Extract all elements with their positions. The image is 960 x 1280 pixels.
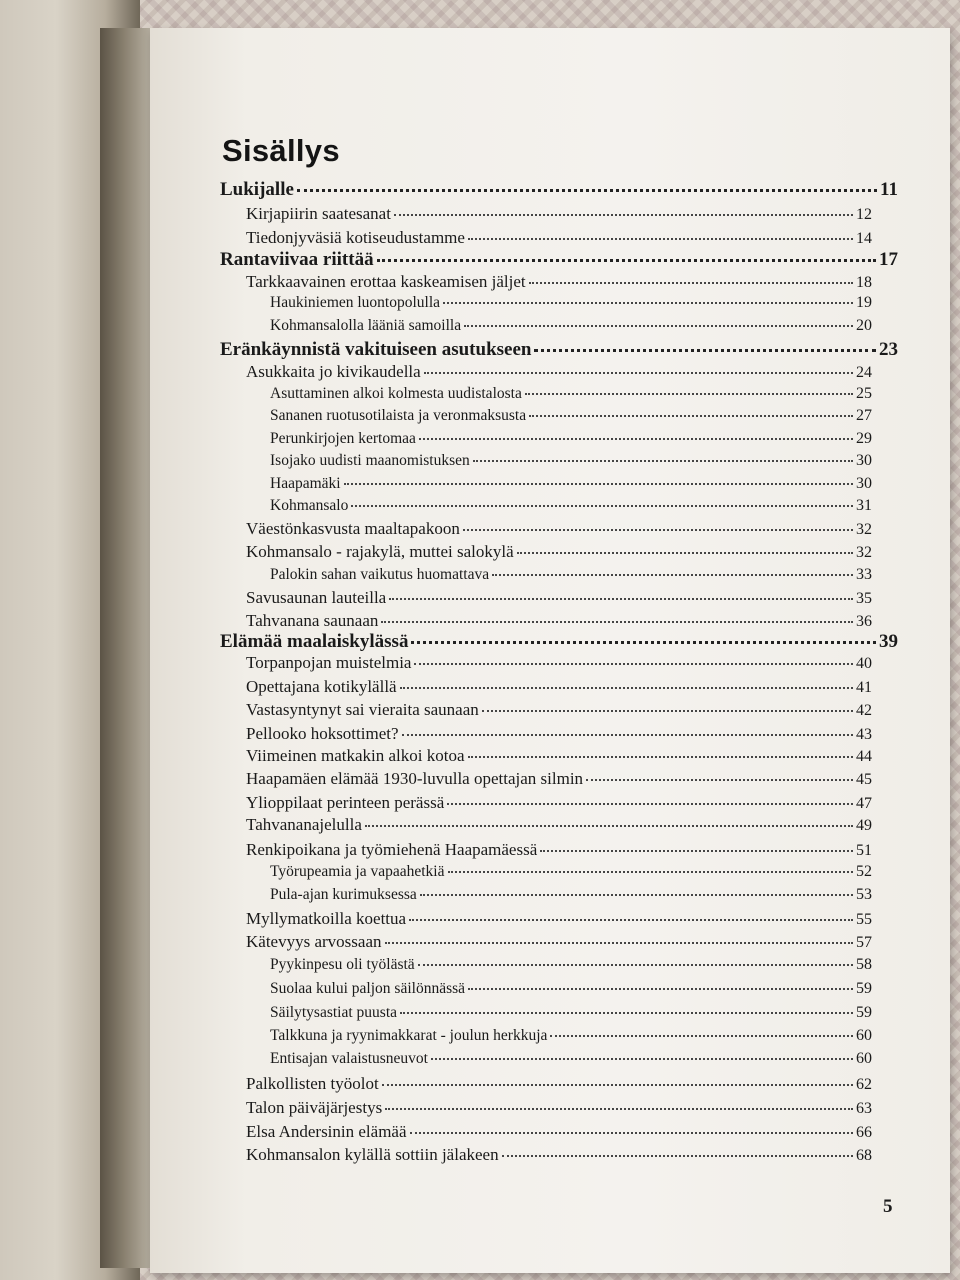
- toc-entry-title: Haapamäen elämää 1930-luvulla opettajan silmin: [246, 769, 584, 788]
- toc-entry-page: 42: [856, 702, 872, 719]
- dot-leader: [550, 1035, 853, 1037]
- toc-entry-title: Renkipoikana ja työmiehenä Haapamäessä: [246, 840, 538, 859]
- dot-leader: [482, 710, 853, 712]
- dot-leader: [464, 325, 853, 327]
- toc-entry-page: 63: [856, 1100, 872, 1117]
- toc-entry-page: 39: [879, 631, 898, 652]
- toc-entry-row: [220, 910, 872, 928]
- toc-entry-title: Elsa Andersinin elämää: [246, 1122, 407, 1141]
- toc-entry-row: [220, 1051, 872, 1067]
- toc-entry-page: 12: [856, 206, 872, 223]
- toc-entry-row: [220, 1075, 872, 1093]
- toc-entry-page: 47: [856, 795, 872, 812]
- toc-entry-title: Kohmansalo: [270, 497, 349, 514]
- dot-leader: [468, 756, 853, 758]
- toc-entry-title: Savusaunan lauteilla: [246, 588, 387, 607]
- page-number: 5: [883, 1196, 893, 1217]
- toc-entry-title: Entisajan valaistusneuvot: [270, 1050, 428, 1067]
- dot-leader: [463, 529, 853, 531]
- toc-entry-page: 27: [856, 407, 872, 424]
- dot-leader: [411, 641, 876, 644]
- toc-entry-title: Lukijalle: [220, 179, 294, 200]
- dot-leader: [517, 552, 853, 554]
- dot-leader: [297, 189, 877, 192]
- toc-entry-page: 24: [856, 364, 872, 381]
- toc-entry-row: [220, 1123, 872, 1141]
- toc-entry-page: 53: [856, 886, 872, 903]
- page-title: Sisällys: [222, 133, 340, 168]
- toc-entry-title: Pellooko hoksottimet?: [246, 724, 399, 743]
- dot-leader: [431, 1058, 853, 1060]
- dot-leader: [492, 574, 853, 576]
- toc-entry-row: [220, 476, 872, 492]
- toc-entry-page: 29: [856, 430, 872, 447]
- dot-leader: [525, 393, 853, 395]
- toc-entry-row: [220, 701, 872, 719]
- dot-leader: [394, 214, 853, 216]
- dot-leader: [419, 438, 853, 440]
- toc-section-row: [220, 632, 898, 651]
- toc-entry-page: 55: [856, 911, 872, 928]
- toc-entry-page: 57: [856, 934, 872, 951]
- toc-entry-page: 62: [856, 1076, 872, 1093]
- toc-entry-page: 59: [856, 1004, 872, 1021]
- toc-entry-page: 31: [856, 497, 872, 514]
- toc-entry-title: Isojako uudisti maanomistuksen: [270, 452, 470, 469]
- dot-leader: [389, 598, 853, 600]
- dot-leader: [534, 349, 876, 352]
- toc-entry-title: Tahvananajelulla: [246, 815, 362, 834]
- dot-leader: [402, 734, 853, 736]
- dot-leader: [351, 505, 853, 507]
- toc-entry-page: 30: [856, 475, 872, 492]
- toc-entry-page: 30: [856, 452, 872, 469]
- dot-leader: [424, 372, 853, 374]
- dot-leader: [365, 825, 853, 827]
- dot-leader: [443, 302, 853, 304]
- toc-entry-title: Työrupeamia ja vapaahetkiä: [270, 863, 445, 880]
- toc-entry-page: 43: [856, 726, 872, 743]
- toc-entry-row: [220, 543, 872, 561]
- toc-entry-title: Kohmansalolla lääniä samoilla: [270, 317, 462, 334]
- toc-entry-page: 19: [856, 294, 872, 311]
- toc-entry-title: Tarkkaavainen erottaa kaskeamisen jäljet: [246, 272, 526, 291]
- toc-entry-title: Perunkirjojen kertomaa: [270, 430, 416, 447]
- toc-entry-row: [220, 794, 872, 812]
- toc-entry-title: Torpanpojan muistelmia: [246, 653, 412, 672]
- toc-entry-title: Ylioppilaat perinteen perässä: [246, 793, 445, 812]
- dot-leader: [400, 1012, 853, 1014]
- toc-entry-row: [220, 229, 872, 247]
- toc-entry-title: Kirjapiirin saatesanat: [246, 204, 391, 223]
- toc-entry-page: 52: [856, 863, 872, 880]
- toc-entry-page: 68: [856, 1147, 872, 1164]
- dot-leader: [410, 1132, 853, 1134]
- toc-entry-row: [220, 933, 872, 951]
- dot-leader: [447, 803, 853, 805]
- toc-entry-page: 23: [879, 339, 898, 360]
- toc-entry-page: 58: [856, 956, 872, 973]
- toc-entry-row: [220, 747, 872, 765]
- toc-entry-page: 32: [856, 521, 872, 538]
- toc-entry-page: 45: [856, 771, 872, 788]
- dot-leader: [400, 687, 853, 689]
- toc-entry-title: Palokin sahan vaikutus huomattava: [270, 566, 490, 583]
- toc-entry-title: Pyykinpesu oli työlästä: [270, 956, 415, 973]
- toc-entry-page: 66: [856, 1124, 872, 1141]
- toc-entry-page: 11: [880, 179, 898, 200]
- toc-entry-row: [220, 453, 872, 469]
- toc-entry-row: [220, 612, 872, 630]
- toc-entry-page: 51: [856, 842, 872, 859]
- dot-leader: [586, 779, 853, 781]
- toc-entry-title: Opettajana kotikylällä: [246, 677, 397, 696]
- toc-entry-row: [220, 431, 872, 447]
- toc-entry-title: Viimeinen matkakin alkoi kotoa: [246, 746, 465, 765]
- toc-entry-page: 33: [856, 566, 872, 583]
- toc-entry-row: [220, 887, 872, 903]
- toc-entry-page: 59: [856, 980, 872, 997]
- toc-entry-title: Asukkaita jo kivikaudella: [246, 362, 421, 381]
- dot-leader: [468, 988, 853, 990]
- dot-leader: [344, 483, 853, 485]
- toc-entry-title: Tahvanana saunaan: [246, 611, 379, 630]
- toc-entry-row: [220, 816, 872, 834]
- toc-entry-title: Pula-ajan kurimuksessa: [270, 886, 417, 903]
- toc-entry-row: [220, 408, 872, 424]
- toc-entry-title: Sananen ruotusotilaista ja veronmaksusta: [270, 407, 527, 424]
- toc-entry-title: Palkollisten työolot: [246, 1074, 379, 1093]
- toc-entry-row: [220, 295, 872, 311]
- toc-entry-page: 14: [856, 230, 872, 247]
- toc-entry-page: 60: [856, 1027, 872, 1044]
- toc-entry-title: Eränkäynnistä vakituiseen asutukseen: [220, 339, 532, 360]
- toc-entry-row: [220, 520, 872, 538]
- toc-entry-row: [220, 498, 872, 514]
- dot-leader: [448, 871, 854, 873]
- toc-entry-row: [220, 1005, 872, 1021]
- toc-entry-page: 25: [856, 385, 872, 402]
- toc-entry-row: [220, 205, 872, 223]
- toc-entry-row: [220, 957, 872, 973]
- dot-leader: [377, 259, 876, 262]
- toc-entry-row: [220, 386, 872, 402]
- dot-leader: [529, 282, 853, 284]
- toc-entry-page: 17: [879, 249, 898, 270]
- dot-leader: [385, 942, 854, 944]
- toc-entry-row: [220, 567, 872, 583]
- toc-entry-title: Tiedonjyväsiä kotiseudustamme: [246, 228, 465, 247]
- toc-entry-title: Vastasyntynyt sai vieraita saunaan: [246, 700, 479, 719]
- toc-entry-row: [220, 273, 872, 291]
- toc-entry-row: [220, 770, 872, 788]
- toc-entry-page: 20: [856, 317, 872, 334]
- toc-entry-title: Säilytysastiat puusta: [270, 1004, 398, 1021]
- toc-section-row: [220, 180, 898, 199]
- toc-entry-title: Talon päiväjärjestys: [246, 1098, 383, 1117]
- dot-leader: [381, 621, 853, 623]
- toc-entry-page: 36: [856, 613, 872, 630]
- toc-entry-title: Kätevyys arvossaan: [246, 932, 382, 951]
- toc-entry-row: [220, 363, 872, 381]
- dot-leader: [529, 415, 853, 417]
- toc-section-row: [220, 340, 898, 359]
- toc-entry-row: [220, 1146, 872, 1164]
- toc-entry-title: Suolaa kului paljon säilönnässä: [270, 980, 466, 997]
- toc-entry-title: Haapamäki: [270, 475, 341, 492]
- toc-entry-page: 18: [856, 274, 872, 291]
- toc-entry-row: [220, 589, 872, 607]
- dot-leader: [414, 663, 853, 665]
- toc-entry-page: 40: [856, 655, 872, 672]
- toc-entry-title: Väestönkasvusta maaltapakoon: [246, 519, 460, 538]
- toc-entry-title: Kohmansalo - rajakylä, muttei salokylä: [246, 542, 514, 561]
- toc-entry-page: 35: [856, 590, 872, 607]
- toc-entry-title: Asuttaminen alkoi kolmesta uudistalosta: [270, 385, 522, 402]
- toc-entry-page: 32: [856, 544, 872, 561]
- toc-entry-page: 41: [856, 679, 872, 696]
- toc-entry-row: [220, 725, 872, 743]
- dot-leader: [473, 460, 853, 462]
- toc-entry-row: [220, 981, 872, 997]
- toc-entry-title: Myllymatkoilla koettua: [246, 909, 407, 928]
- toc-entry-page: 44: [856, 748, 872, 765]
- toc-entry-title: Elämää maalaiskylässä: [220, 631, 409, 652]
- toc-entry-row: [220, 318, 872, 334]
- toc-entry-row: [220, 1028, 872, 1044]
- dot-leader: [468, 238, 853, 240]
- toc-entry-title: Talkkuna ja ryynimakkarat - joulun herkkuja: [270, 1027, 548, 1044]
- dot-leader: [385, 1108, 853, 1110]
- dot-leader: [540, 850, 853, 852]
- dot-leader: [382, 1084, 853, 1086]
- toc-entry-row: [220, 864, 872, 880]
- dot-leader: [409, 919, 853, 921]
- toc-entry-row: [220, 1099, 872, 1117]
- toc-entry-page: 49: [856, 817, 872, 834]
- dot-leader: [420, 894, 853, 896]
- toc-section-row: [220, 250, 898, 269]
- toc-entry-title: Kohmansalon kylällä sottiin jälakeen: [246, 1145, 499, 1164]
- toc-entry-row: [220, 841, 872, 859]
- toc-entry-title: Rantaviivaa riittää: [220, 249, 374, 270]
- toc-entry-title: Haukiniemen luontopolulla: [270, 294, 441, 311]
- toc-entry-row: [220, 654, 872, 672]
- dot-leader: [502, 1155, 853, 1157]
- toc-entry-page: 60: [856, 1050, 872, 1067]
- toc-entry-row: [220, 678, 872, 696]
- dot-leader: [418, 964, 853, 966]
